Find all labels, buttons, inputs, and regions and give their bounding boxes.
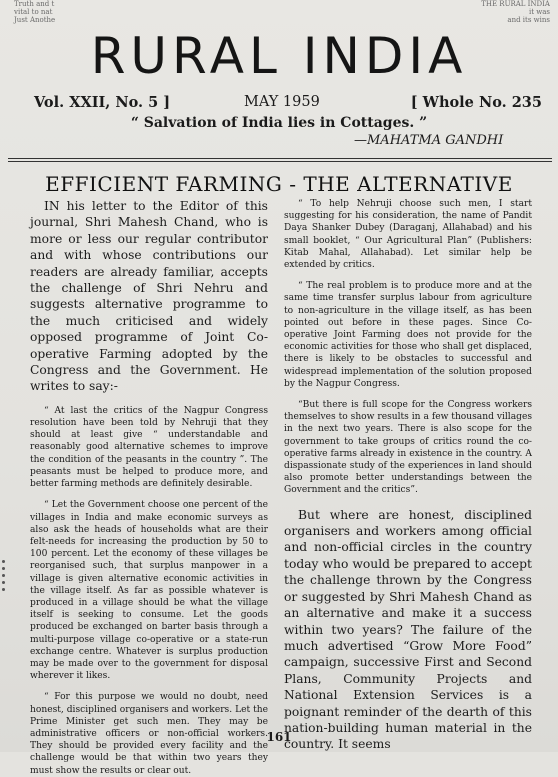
bleed-line: vital to nat <box>14 8 53 16</box>
bleed-line: it was <box>528 8 550 16</box>
bleed-left <box>14 0 55 24</box>
left-column <box>30 198 268 776</box>
quote-paragraph: “ To help Nehruji choose such men, I start suggesting for his consideration, the name of Pandit Daya Shanker Dubey (Daraganj, Allahabad) and his small booklet, “ Our Agricultural Plan” (Publishers: Kitab Mahal, Allahabad). Let similar help be extended by critics. <box>284 199 532 271</box>
motto-attribution: —MAHATMA GANDHI <box>354 133 504 148</box>
right-column <box>284 198 532 752</box>
article-intro: IN his letter to the Editor of this journal, Shri Mahesh Chand, who is more or less our regular contributor and with whose contributions our readers are already familiar, accepts the challenge of Shri Nehru and suggests alternative programme to the much criticised and widely opposed programme of Joint Co-operative Farming adopted by the Congress and the Government. He writes to say:- <box>30 199 268 394</box>
motto-quote: “ Salvation of India lies in Cottages. ” <box>130 115 428 131</box>
bleed-line: Just Anothe <box>14 16 56 24</box>
bleed-line: THE RURAL INDIA <box>481 0 550 8</box>
bleed-through-strip <box>0 0 558 26</box>
bleed-right <box>440 0 550 24</box>
quote-paragraph: “ Let the Government choose one percent of the villages in India and make economic surveys as also ask the heads of households what are their felt-needs for increasing the production by 50 to 100 percent. Let the economy of these villages be reorganised such, that surplus manpower in a village is given alternative economic activities in the village itself. As far as possible whatever is produced in a village should be what the village itself is seeking to consume. Let the goods produced be exchanged on barter basis through a multi-purpose village co-operative or a state-run exchange centre. Whatever is surplus production may be made over to the government for disposal wherever it likes. <box>30 500 268 682</box>
masthead-title: RURAL INDIA <box>90 27 468 85</box>
quote-paragraph: “But there is full scope for the Congress workers themselves to show results in a few thousand villages in the next two years. There is also scope for the government to take groups of critics round the co-operative farms already in existence in the country. A dispassionate study of the experiences in land should also promote better understandings between the Government and the critics”. <box>284 400 532 496</box>
quote-paragraph: “ The real problem is to produce more and at the same time transfer surplus labour from agriculture to non-agriculture in the village itself, as has been pointed out before in these pages. Since Co-operative Joint Farming does not provide for the economic activities for those who shall get displaced, there is likely to be obstacles to successful and widespread implementation of the solution proposed by the Nagpur Congress. <box>284 281 532 389</box>
bleed-line: and its wins <box>507 16 550 24</box>
quote-paragraph: “ At last the critics of the Nagpur Congress resolution have been told by Nehruji that they should at least give “ understandable and reasonably good alternative schemes to improve the condition of the peasants in the country ”. The peasants must be helped to produce more, and better farming methods are definitely desirable. <box>30 405 268 490</box>
article-headline: EFFICIENT FARMING - THE ALTERNATIVE <box>45 172 513 196</box>
issue-info-row <box>34 94 542 114</box>
editorial-commentary: But where are honest, disciplined organisers and workers among official and non-official circles in the country today who would be prepared to accept the challenge thrown by the Congress or suggested by Shri Mahesh Chand as an alternative and make it a success within two years? The failure of the much advertised “Grow More Food” campaign, successive First and Second Plans, Community Projects and National Extension Services is a poignant reminder of the dearth of this nation-building human material in the country. It seems <box>284 507 532 752</box>
page-number: 161 <box>266 730 292 744</box>
header-rule <box>8 158 552 159</box>
quote-paragraph: “ For this purpose we would no doubt, need honest, disciplined organisers and workers. Let the Prime Minister get such men. They may be administrative officers or non-official workers. They should be provided every facility and the challenge would be that within two years they must show the results or clear out. <box>30 692 268 776</box>
issue-date: MAY 1959 <box>244 94 320 110</box>
binding-marks <box>2 560 7 595</box>
header-rule <box>8 161 552 162</box>
bleed-line: Truth and t <box>14 0 55 8</box>
whole-number: [ Whole No. 235 <box>410 94 542 111</box>
volume-number: Vol. XXII, No. 5 ] <box>34 94 171 111</box>
